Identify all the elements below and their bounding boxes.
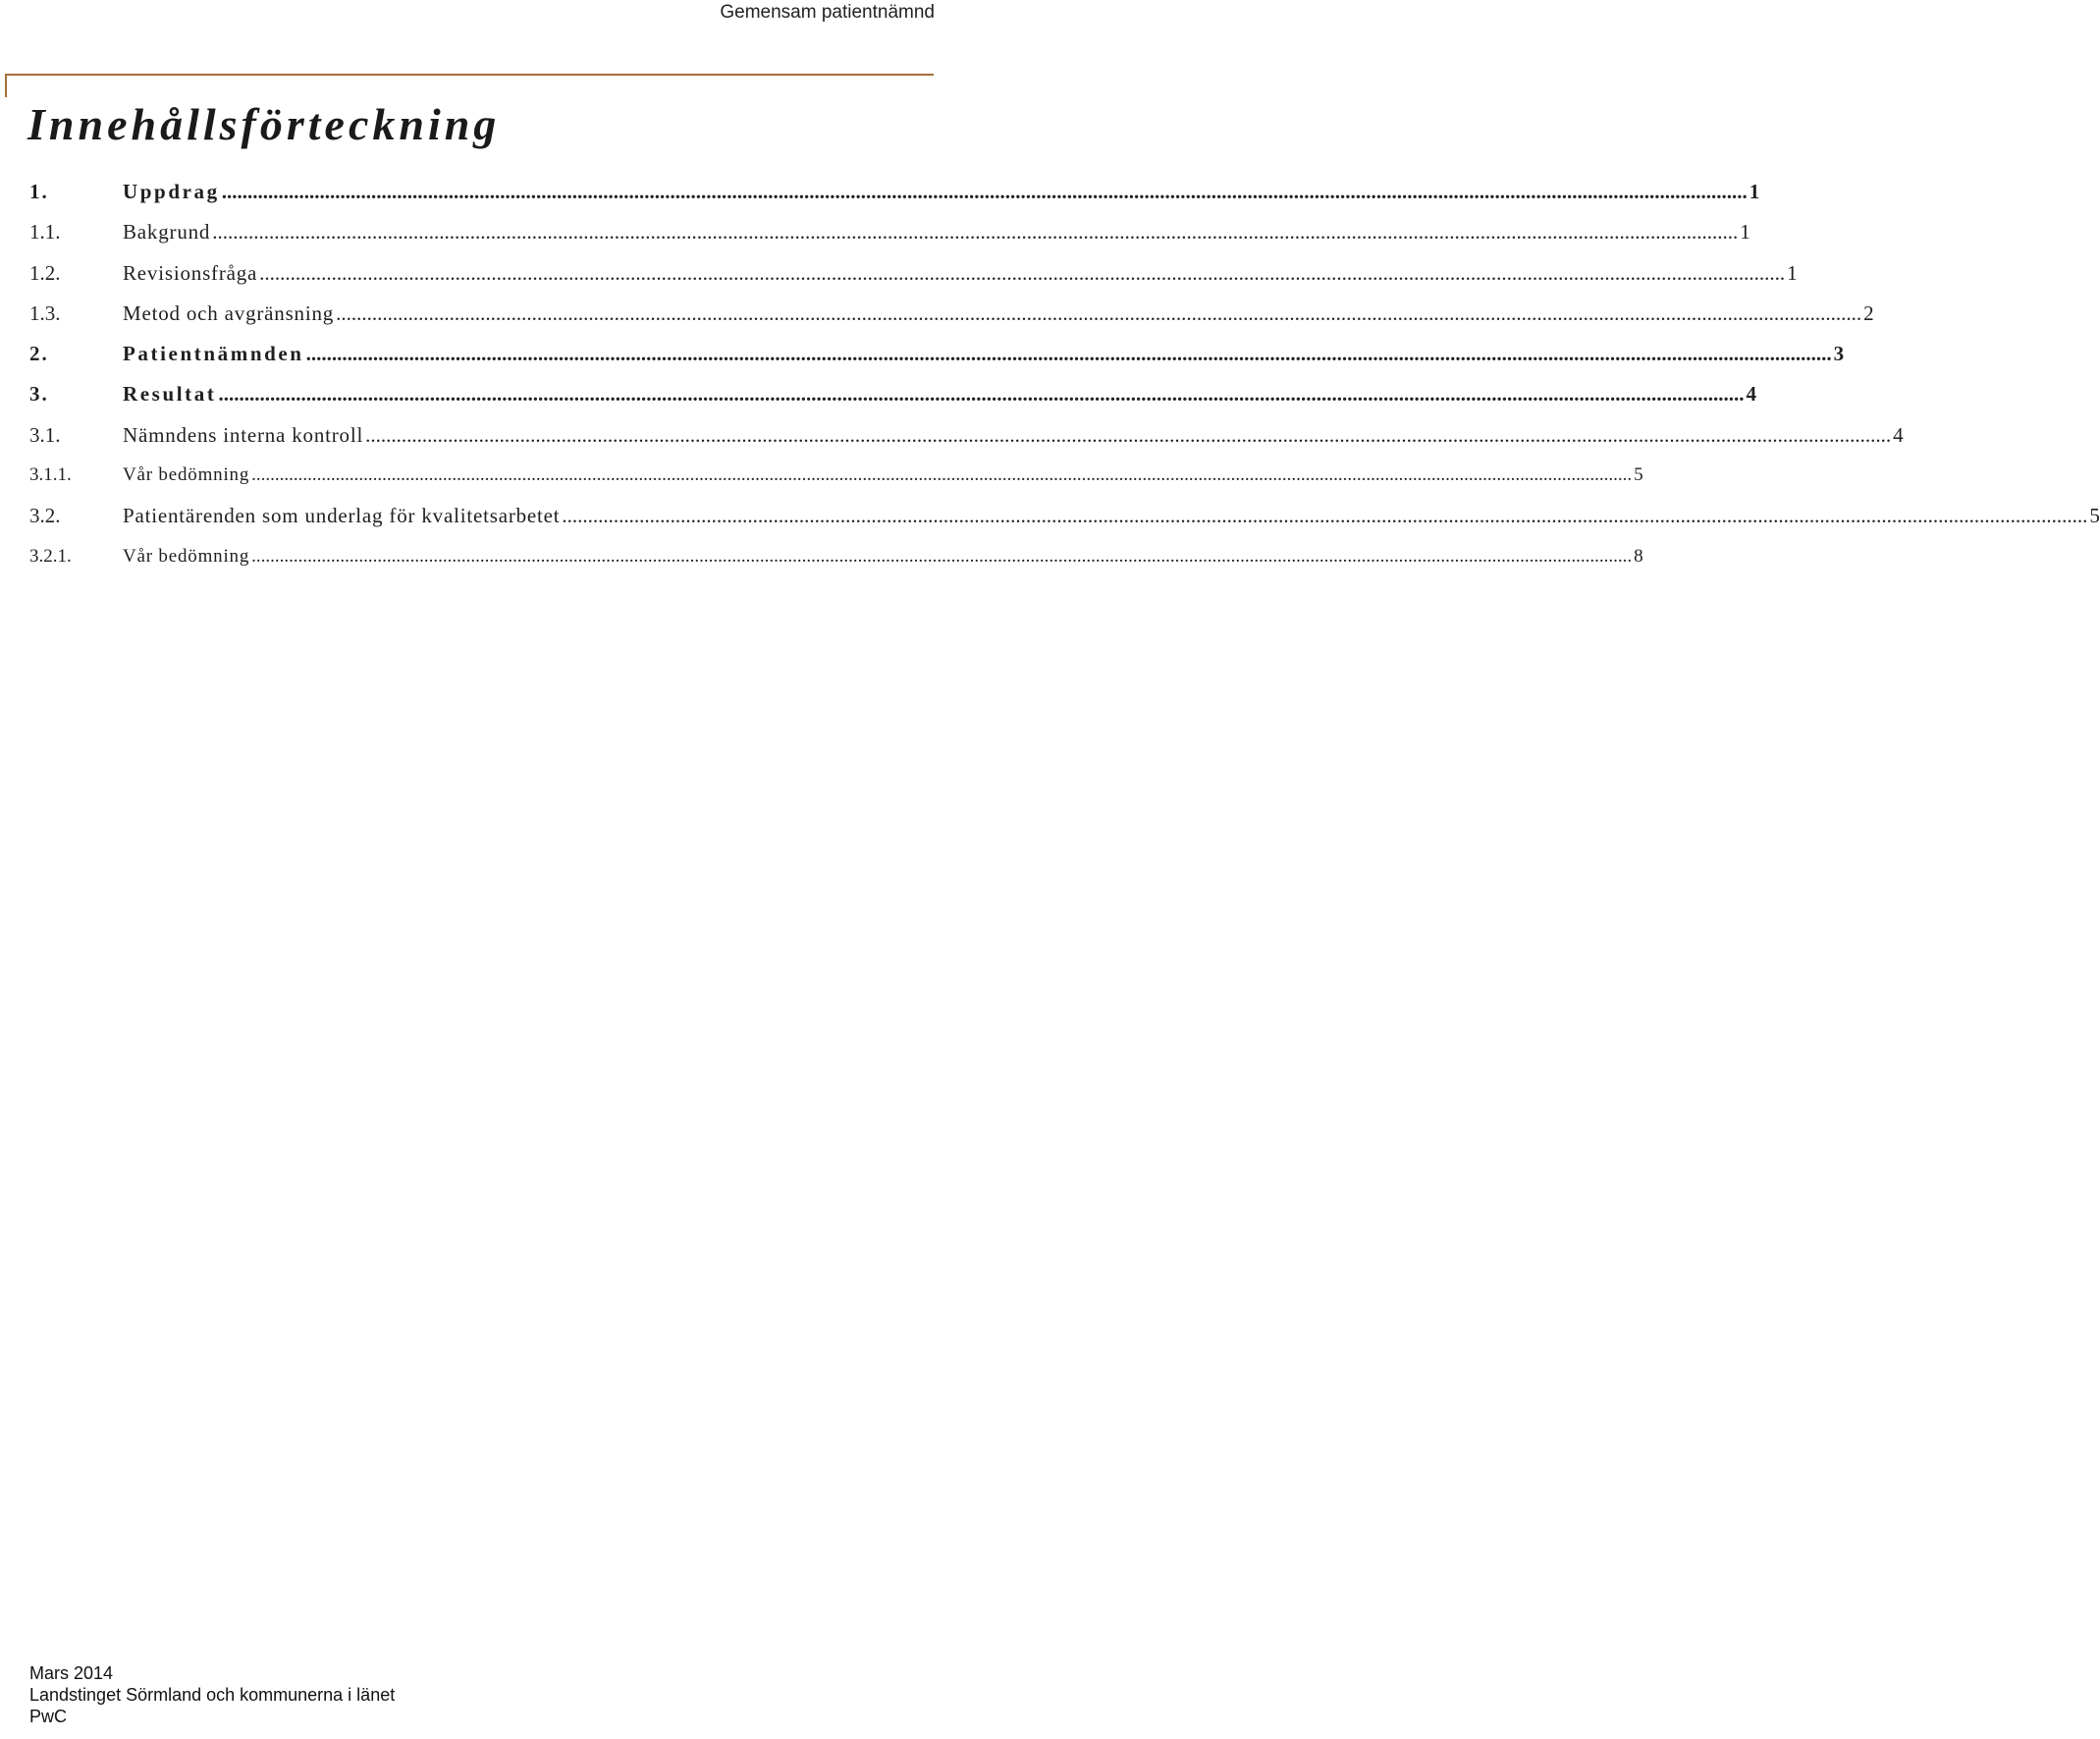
footer-company: PwC bbox=[29, 1707, 68, 1726]
toc-entry-number: 1. bbox=[29, 180, 49, 203]
toc-entry-label: Metod och avgränsning bbox=[123, 300, 335, 325]
toc-entry-page: 8 bbox=[1634, 545, 1643, 567]
header-divider bbox=[5, 74, 934, 76]
toc-entry[interactable] bbox=[29, 461, 1643, 501]
toc-leader-dots bbox=[251, 542, 1632, 571]
toc-entry-page: 1 bbox=[1749, 180, 1760, 203]
table-of-contents bbox=[29, 177, 2100, 582]
footer-organisation: Landstinget Sörmland och kommunerna i länet bbox=[29, 1685, 396, 1705]
toc-leader-dots bbox=[218, 379, 1744, 408]
toc-entry[interactable] bbox=[29, 420, 1904, 461]
toc-heading: Innehållsförteckning bbox=[27, 99, 501, 149]
toc-entry-label: Bakgrund bbox=[123, 220, 211, 245]
toc-entry-number: 3.1. bbox=[29, 422, 61, 447]
toc-entry-label: Vår bedömning bbox=[123, 545, 250, 567]
toc-entry-number: 3.2. bbox=[29, 504, 61, 528]
toc-entry[interactable] bbox=[29, 542, 1643, 582]
toc-entry-number: 3. bbox=[29, 382, 49, 407]
header-divider-corner bbox=[5, 74, 7, 97]
toc-entry[interactable] bbox=[29, 217, 1750, 257]
toc-entry-label: Vår bedömning bbox=[123, 464, 250, 486]
toc-leader-dots bbox=[365, 420, 1891, 450]
toc-leader-dots bbox=[222, 177, 1748, 206]
toc-entry-page: 3 bbox=[1833, 342, 1845, 366]
toc-entry[interactable] bbox=[29, 258, 1798, 299]
toc-entry[interactable] bbox=[29, 299, 1874, 339]
footer-date: Mars 2014 bbox=[29, 1663, 114, 1683]
toc-entry-label: Revisionsfråga bbox=[123, 260, 258, 285]
toc-entry-label: Patientärenden som underlag för kvalitetsarbetet bbox=[123, 504, 561, 528]
toc-entry[interactable] bbox=[29, 379, 1756, 419]
toc-entry-label: Patientnämnden bbox=[123, 342, 304, 366]
toc-entry-page: 1 bbox=[1740, 220, 1750, 245]
toc-entry-number: 1.3. bbox=[29, 300, 61, 325]
toc-entry-page: 4 bbox=[1746, 382, 1756, 407]
toc-entry[interactable] bbox=[29, 177, 1760, 217]
toc-leader-dots bbox=[251, 461, 1632, 490]
toc-entry-page: 1 bbox=[1787, 260, 1798, 285]
toc-entry-label: Uppdrag bbox=[123, 180, 220, 203]
toc-entry-label: Resultat bbox=[123, 382, 217, 407]
document-footer bbox=[29, 1662, 395, 1727]
toc-entry-number: 3.2.1. bbox=[29, 545, 72, 567]
toc-entry-number: 2. bbox=[29, 342, 49, 366]
toc-entry[interactable] bbox=[29, 339, 1845, 379]
toc-entry-label: Nämndens interna kontroll bbox=[123, 422, 364, 447]
toc-entry-number: 3.1.1. bbox=[29, 464, 72, 486]
toc-leader-dots bbox=[306, 339, 1832, 368]
toc-leader-dots bbox=[562, 501, 2087, 530]
toc-entry-page: 5 bbox=[1634, 464, 1643, 486]
toc-entry-page: 2 bbox=[1863, 300, 1874, 325]
toc-leader-dots bbox=[212, 217, 1738, 246]
toc-entry-page: 5 bbox=[2089, 504, 2100, 528]
toc-entry-page: 4 bbox=[1893, 422, 1904, 447]
toc-entry-number: 1.2. bbox=[29, 260, 61, 285]
document-header-title: Gemensam patientnämnd bbox=[720, 2, 935, 23]
toc-leader-dots bbox=[336, 299, 1861, 328]
toc-leader-dots bbox=[259, 258, 1785, 288]
toc-entry-number: 1.1. bbox=[29, 220, 61, 245]
toc-entry[interactable] bbox=[29, 501, 2100, 541]
